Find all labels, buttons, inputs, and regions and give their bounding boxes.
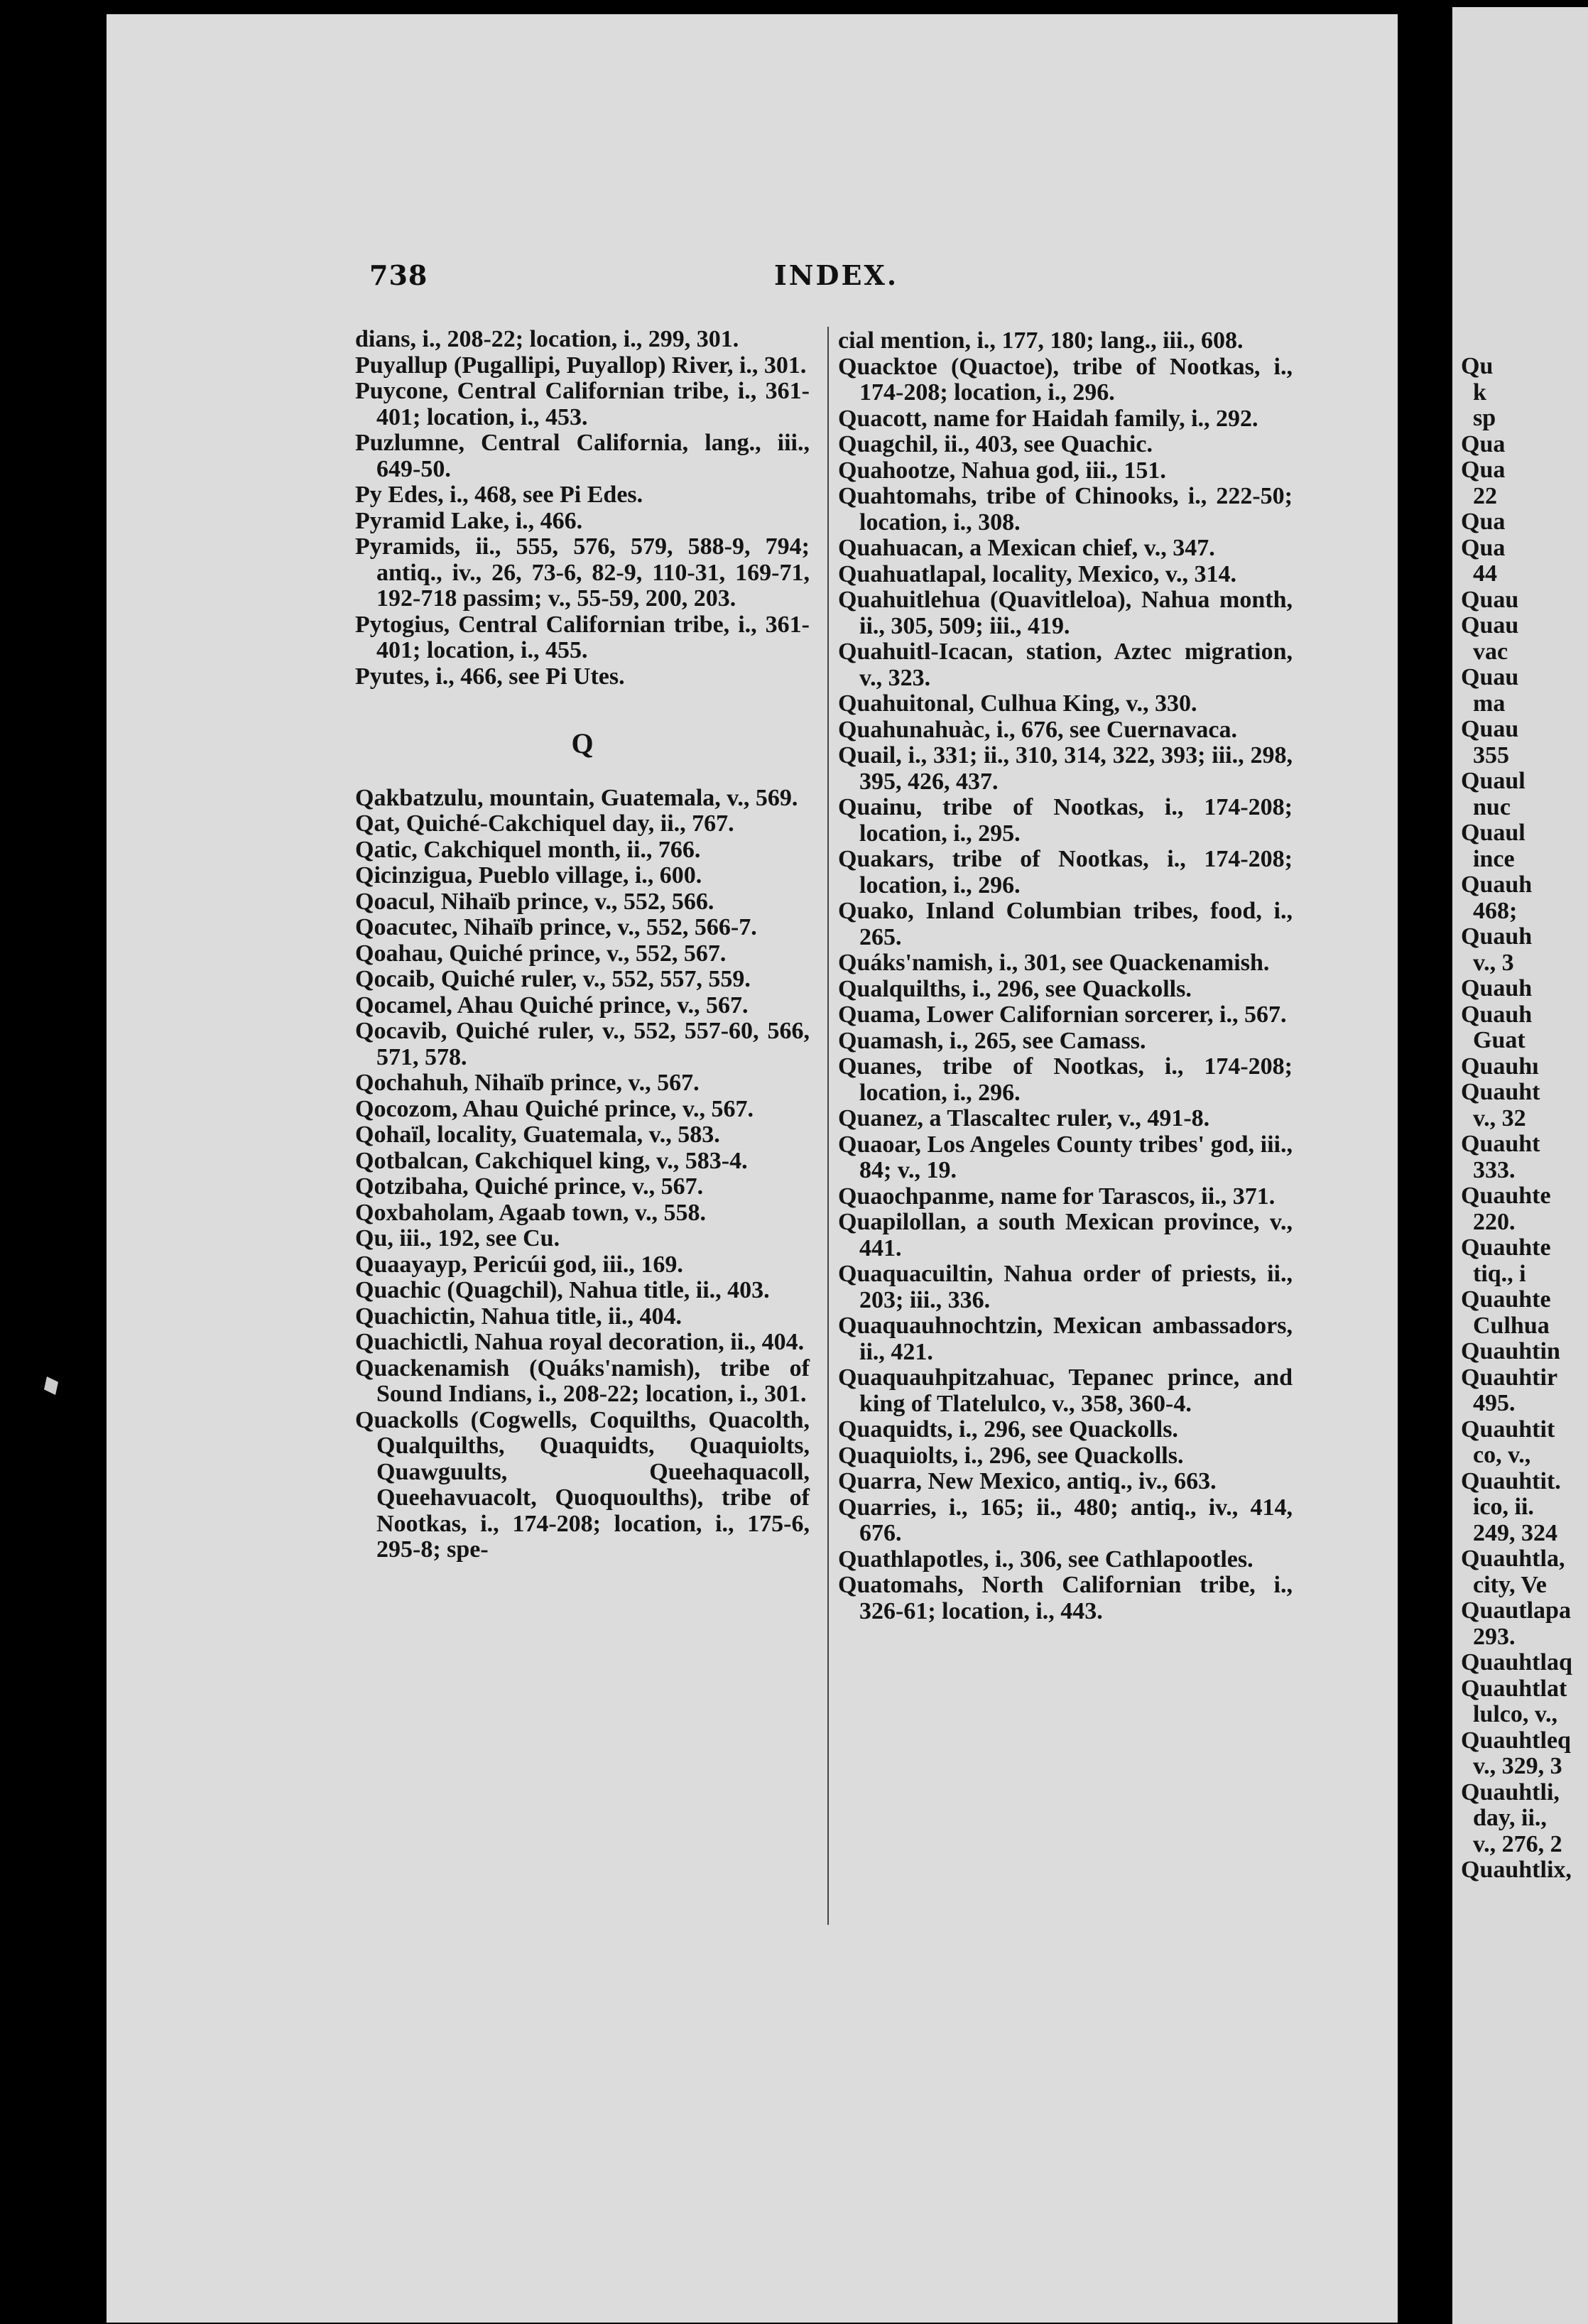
index-entry: Puyallup (Pugallipi, Puyallop) River, i., 301.: [355, 352, 807, 379]
index-entry: Qotzibaha, Quiché prince, v., 567.: [355, 1173, 704, 1200]
next-page-fragments: [1461, 354, 1572, 1884]
index-entry: Quackenamish (Quáks'namish), tribe of Sound Indians, i., 208-22; location, i., 301.: [355, 1354, 810, 1407]
next-page-fragment: 220.: [1461, 1208, 1516, 1235]
index-entry: Quapilollan, a south Mexican province, v., 441.: [838, 1209, 1293, 1261]
index-entry: Quacktoe (Quactoe), tribe of Nootkas, i., 174-208; location, i., 296.: [838, 353, 1293, 406]
section-letter-heading: Q: [571, 727, 594, 759]
index-entry: cial mention, i., 177, 180; lang., iii., 608.: [838, 327, 1244, 354]
index-entry: Quarries, i., 165; ii., 480; antiq., iv., 414, 676.: [838, 1494, 1293, 1546]
next-page-fragment: Quau: [1461, 586, 1519, 613]
next-page-fragment: Quauhtit: [1461, 1416, 1555, 1443]
index-entry: Quaquiolts, i., 296, see Quackolls.: [838, 1442, 1184, 1469]
index-entry: Quachic (Quagchil), Nahua title, ii., 403.: [355, 1277, 770, 1303]
index-entry: Qu, iii., 192, see Cu.: [355, 1225, 560, 1251]
index-entry: Quackolls (Cogwells, Coquilths, Quacolth, Qualquilths, Quaquidts, Quaquiolts, Quawguults, Queehaquacoll, Queehavuacolt, Quoquoulths), tribe of Nootkas, i., 174-208; location, i., 175-6, 295-8; spe-: [355, 1406, 810, 1563]
next-page-fragment: Qua: [1461, 509, 1506, 535]
index-entry: Quaquauhnochtzin, Mexican ambassadors, ii., 421.: [838, 1313, 1293, 1365]
next-page-fragment: ince: [1461, 845, 1515, 872]
next-page-fragment: Quauh: [1461, 923, 1533, 950]
next-page-fragment: day, ii.,: [1461, 1805, 1547, 1831]
next-page-fragment: 22: [1461, 482, 1497, 509]
index-entry: Qoxbaholam, Agaab town, v., 558.: [355, 1199, 707, 1226]
next-page-fragment: Qu: [1461, 353, 1494, 379]
index-entry: Quaayayp, Pericúi god, iii., 169.: [355, 1251, 683, 1278]
next-page-fragment: Quauhtir: [1461, 1364, 1558, 1391]
index-entry: Quatomahs, North Californian tribe, i., 326-61; location, i., 443.: [838, 1572, 1293, 1624]
index-entry: Quachictin, Nahua title, ii., 404.: [355, 1303, 682, 1330]
right-column: [838, 328, 1293, 1624]
next-page-fragment: sp: [1461, 405, 1496, 431]
index-entry: Quachictli, Nahua royal decoration, ii., 404.: [355, 1329, 805, 1355]
index-entry: Qoacul, Nihaïb prince, v., 552, 566.: [355, 888, 714, 915]
index-entry: Qocavib, Quiché ruler, v., 552, 557-60, 566, 571, 578.: [355, 1018, 810, 1070]
next-page-fragment: Quauh: [1461, 872, 1533, 898]
index-entry: Quagchil, ii., 403, see Quachic.: [838, 431, 1153, 457]
index-entry: Qohaïl, locality, Guatemala, v., 583.: [355, 1122, 720, 1148]
next-page-fragment: tiq., i: [1461, 1260, 1526, 1287]
index-entry: Quathlapotles, i., 306, see Cathlapootles.: [838, 1546, 1253, 1573]
next-page-fragment: co, v.,: [1461, 1442, 1531, 1468]
index-entry: Quahuitonal, Culhua King, v., 330.: [838, 690, 1197, 717]
next-page-fragment: Quaul: [1461, 820, 1526, 846]
next-page-fragment: Quauhtleq: [1461, 1727, 1571, 1754]
next-page-fragment: Quauhte: [1461, 1234, 1551, 1261]
next-page-fragment: Quau: [1461, 612, 1519, 639]
next-page-fragment: vac: [1461, 638, 1508, 665]
index-entry: Qoahau, Quiché prince, v., 552, 567.: [355, 940, 727, 967]
running-title: INDEX.: [774, 259, 899, 291]
next-page-fragment: nuc: [1461, 793, 1511, 820]
index-entry: Quail, i., 331; ii., 310, 314, 322, 393; iii., 298, 395, 426, 437.: [838, 742, 1293, 795]
next-page-fragment: 355: [1461, 742, 1509, 769]
index-entry: Qatic, Cakchiquel month, ii., 766.: [355, 836, 701, 863]
next-page-fragment: v., 276, 2: [1461, 1830, 1562, 1857]
index-entry: Qualquilths, i., 296, see Quackolls.: [838, 975, 1192, 1002]
next-page-fragment: Qua: [1461, 457, 1506, 483]
next-page-fragment: Quaul: [1461, 768, 1526, 794]
index-entry: Quacott, name for Haidah family, i., 292.: [838, 405, 1258, 432]
index-entry: Qotbalcan, Cakchiquel king, v., 583-4.: [355, 1147, 748, 1174]
next-page-fragment: Quauhte: [1461, 1286, 1551, 1313]
next-page-fragment: 495.: [1461, 1390, 1516, 1416]
index-entry: Quako, Inland Columbian tribes, food, i., 265.: [838, 898, 1293, 950]
entries-before-q: [355, 327, 810, 690]
index-entry: Puycone, Central Californian tribe, i., 361-401; location, i., 453.: [355, 378, 810, 430]
index-entry: Quakars, tribe of Nootkas, i., 174-208; location, i., 296.: [838, 846, 1293, 898]
next-page-fragment: Quauh: [1461, 975, 1533, 1001]
next-page-fragment: 293.: [1461, 1623, 1516, 1650]
index-entry: Pytogius, Central Californian tribe, i., 361-401; location, i., 455.: [355, 611, 810, 663]
next-page-fragment: Quauhtli,: [1461, 1779, 1560, 1806]
next-page-fragment: v., 3: [1461, 949, 1514, 976]
index-entry: Quahuacan, a Mexican chief, v., 347.: [838, 535, 1215, 561]
next-page-fragment: city, Ve: [1461, 1571, 1547, 1598]
next-page-fragment: Quauhtlat: [1461, 1675, 1567, 1702]
next-page-fragment: Quauhtlix,: [1461, 1857, 1572, 1883]
next-page-fragment: v., 329, 3: [1461, 1753, 1562, 1779]
index-entry: Quaquauhpitzahuac, Tepanec prince, and king of Tlatelulco, v., 358, 360-4.: [838, 1364, 1293, 1417]
next-page-fragment: Quauhtlaq: [1461, 1649, 1572, 1676]
page-number: 738: [369, 259, 428, 291]
next-page-fragment: Culhua: [1461, 1312, 1550, 1339]
index-entry: Qochahuh, Nihaïb prince, v., 567.: [355, 1070, 700, 1096]
index-entry: Quamash, i., 265, see Camass.: [838, 1027, 1146, 1054]
next-page-fragment: Quauht: [1461, 1131, 1540, 1157]
index-entry: Quahuitl-Icacan, station, Aztec migration, v., 323.: [838, 639, 1293, 691]
index-entry: Quahunahuàc, i., 676, see Cuernavaca.: [838, 716, 1237, 743]
index-entry: Quama, Lower Californian sorcerer, i., 567.: [838, 1001, 1287, 1028]
index-entry: Quaquacuiltin, Nahua order of priests, ii., 203; iii., 336.: [838, 1261, 1293, 1313]
entries-q-section: [355, 786, 810, 1563]
index-entry: Qocaib, Quiché ruler, v., 552, 557, 559.: [355, 966, 751, 992]
index-entry: dians, i., 208-22; location, i., 299, 301.: [355, 326, 739, 352]
next-page-fragment: 468;: [1461, 897, 1518, 924]
next-page-fragment: k: [1461, 379, 1486, 406]
next-page-fragment: Qua: [1461, 534, 1506, 561]
next-page-fragment: Quauht: [1461, 1079, 1540, 1105]
page-header: [369, 259, 1222, 302]
next-page-fragment: Quauhı: [1461, 1053, 1539, 1080]
index-entry: Qocamel, Ahau Quiché prince, v., 567.: [355, 992, 749, 1019]
next-page-fragment: Quauhtin: [1461, 1338, 1560, 1364]
next-page-fragment: ico, ii.: [1461, 1494, 1534, 1520]
column-divider: [827, 327, 829, 1925]
index-entry: Qocozom, Ahau Quiché prince, v., 567.: [355, 1095, 754, 1122]
next-page-edge: [1452, 7, 1588, 2324]
index-entry: Qat, Quiché-Cakchiquel day, ii., 767.: [355, 810, 734, 837]
index-entry: Puzlumne, Central California, lang., iii., 649-50.: [355, 430, 810, 482]
index-entry: Qicinzigua, Pueblo village, i., 600.: [355, 862, 702, 889]
next-page-fragment: v., 32: [1461, 1104, 1526, 1131]
index-entry: Pyramid Lake, i., 466.: [355, 507, 583, 534]
index-entry: Quahootze, Nahua god, iii., 151.: [838, 457, 1166, 484]
index-entry: Quainu, tribe of Nootkas, i., 174-208; location, i., 295.: [838, 794, 1293, 847]
next-page-fragment: Quauhte: [1461, 1183, 1551, 1209]
index-entry: Qakbatzulu, mountain, Guatemala, v., 569.: [355, 784, 798, 811]
next-page-fragment: ma: [1461, 690, 1506, 717]
scan-speck: [44, 1377, 58, 1395]
index-entry: Py Edes, i., 468, see Pi Edes.: [355, 482, 643, 508]
index-entry: Quahuitlehua (Quavitleloa), Nahua month, ii., 305, 509; iii., 419.: [838, 587, 1293, 639]
index-entry: Quahuatlapal, locality, Mexico, v., 314.: [838, 560, 1237, 587]
index-entry: Quáks'namish, i., 301, see Quackenamish.: [838, 950, 1270, 976]
next-page-fragment: Quauhtit.: [1461, 1467, 1561, 1494]
next-page-fragment: Guat: [1461, 1027, 1526, 1053]
next-page-fragment: Quau: [1461, 664, 1519, 690]
next-page-fragment: 333.: [1461, 1156, 1516, 1183]
left-column: [355, 327, 810, 1563]
next-page-fragment: Qua: [1461, 430, 1506, 457]
next-page-fragment: lulco, v.,: [1461, 1701, 1558, 1727]
next-page-fragment: Quautlapa: [1461, 1597, 1571, 1624]
index-entry: Quahtomahs, tribe of Chinooks, i., 222-50; location, i., 308.: [838, 483, 1293, 536]
next-page-fragment: Quauh: [1461, 1001, 1533, 1028]
index-entry: Quanes, tribe of Nootkas, i., 174-208; location, i., 296.: [838, 1053, 1293, 1106]
index-entry: Qoacutec, Nihaïb prince, v., 552, 566-7.: [355, 914, 757, 940]
index-entry: Quaquidts, i., 296, see Quackolls.: [838, 1416, 1178, 1443]
index-entry: Pyutes, i., 466, see Pi Utes.: [355, 663, 625, 690]
index-entry: Quanez, a Tlascaltec ruler, v., 491-8.: [838, 1105, 1210, 1131]
next-page-fragment: Quauhtla,: [1461, 1546, 1565, 1572]
index-entry: Pyramids, ii., 555, 576, 579, 588-9, 794; antiq., iv., 26, 73-6, 82-9, 110-31, 169-71, 192-718 passim; v., 55-59, 200, 203.: [355, 533, 810, 612]
next-page-fragment: Quau: [1461, 716, 1519, 742]
next-page-fragment: 249, 324: [1461, 1519, 1557, 1546]
index-entry: Quarra, New Mexico, antiq., iv., 663.: [838, 1468, 1217, 1494]
next-page-fragment: 44: [1461, 560, 1497, 587]
index-entry: Quaochpanme, name for Tarascos, ii., 371.: [838, 1183, 1276, 1210]
index-entry: Quaoar, Los Angeles County tribes' god, iii., 84; v., 19.: [838, 1131, 1293, 1183]
